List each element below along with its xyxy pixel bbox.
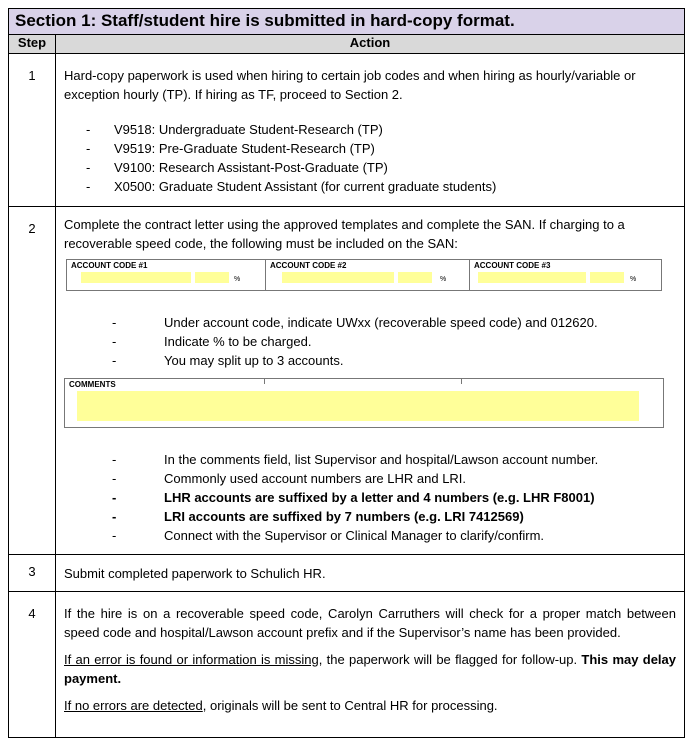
account-code-field[interactable] bbox=[478, 272, 586, 283]
percent-field[interactable] bbox=[398, 272, 432, 283]
account-instructions bbox=[64, 313, 676, 370]
account-code-label: ACCOUNT CODE #3 bbox=[474, 261, 551, 270]
error-result: , the paperwork will be flagged for follow-up. bbox=[318, 652, 578, 667]
table-row-step-1 bbox=[9, 54, 685, 207]
step-number: 3 bbox=[9, 555, 56, 592]
job-code-list bbox=[64, 120, 676, 196]
divider bbox=[461, 378, 462, 384]
action-header: Action bbox=[56, 35, 685, 54]
action-cell bbox=[56, 54, 685, 207]
account-code-label: ACCOUNT CODE #1 bbox=[71, 261, 148, 270]
list-item: - Commonly used account numbers are LHR and LRI. bbox=[112, 469, 676, 488]
comments-field[interactable] bbox=[77, 391, 639, 421]
list-item: - You may split up to 3 accounts. bbox=[112, 351, 676, 370]
account-code-label: ACCOUNT CODE #2 bbox=[270, 261, 347, 270]
percent-sign: % bbox=[234, 276, 241, 283]
list-item: - Indicate % to be charged. bbox=[112, 332, 676, 351]
step-number: 2 bbox=[9, 207, 56, 555]
divider bbox=[264, 378, 265, 384]
delay-warning: This may delay payment. bbox=[64, 652, 676, 686]
account-code-3 bbox=[470, 260, 661, 290]
list-item: - Under account code, indicate UWxx (recoverable speed code) and 012620. bbox=[112, 313, 676, 332]
step-number: 4 bbox=[9, 592, 56, 738]
account-code-field[interactable] bbox=[81, 272, 191, 283]
procedure-table bbox=[8, 8, 685, 738]
comments-instructions bbox=[64, 450, 676, 545]
step-header: Step bbox=[9, 35, 56, 54]
list-item: - V9100: Research Assistant-Post-Graduate (TP) bbox=[86, 158, 676, 177]
list-item: - Connect with the Supervisor or Clinical Manager to clarify/confirm. bbox=[112, 526, 676, 545]
list-item: - In the comments field, list Supervisor and hospital/Lawson account number. bbox=[112, 450, 676, 469]
percent-sign: % bbox=[440, 276, 447, 283]
step-number: 1 bbox=[9, 54, 56, 207]
table-row-step-4 bbox=[9, 592, 685, 738]
percent-field[interactable] bbox=[590, 272, 624, 283]
step4-error-text bbox=[64, 650, 676, 688]
list-item: - LHR accounts are suffixed by a letter and 4 numbers (e.g. LHR F8001) bbox=[112, 488, 676, 507]
list-item: - X0500: Graduate Student Assistant (for current graduate students) bbox=[86, 177, 676, 196]
list-item: - V9518: Undergraduate Student-Research (TP) bbox=[86, 120, 676, 139]
comments-form bbox=[64, 378, 664, 428]
section-title: Section 1: Staff/student hire is submitted in hard-copy format. bbox=[9, 9, 685, 35]
list-item: - V9519: Pre-Graduate Student-Research (TP) bbox=[86, 139, 676, 158]
account-code-2 bbox=[266, 260, 470, 290]
comments-label: COMMENTS bbox=[69, 380, 116, 389]
step2-text: Complete the contract letter using the approved templates and complete the SAN. If charging to a recoverable speed code, the following must be included on the SAN: bbox=[64, 217, 625, 251]
success-result: , originals will be sent to Central HR for processing. bbox=[202, 698, 498, 713]
table-row-step-3 bbox=[9, 555, 685, 592]
error-condition: If an error is found or information is missing bbox=[64, 652, 319, 667]
step4-success-text bbox=[64, 696, 676, 715]
account-code-form bbox=[66, 259, 662, 291]
percent-field[interactable] bbox=[195, 272, 229, 283]
step4-text: If the hire is on a recoverable speed code, Carolyn Carruthers will check for a proper match between speed code and hospital/Lawson account prefix and if the Supervisor’s name has been provided. bbox=[64, 606, 677, 640]
step3-text: Submit completed paperwork to Schulich HR. bbox=[64, 566, 326, 581]
success-condition: If no errors are detected bbox=[64, 698, 203, 713]
percent-sign: % bbox=[630, 276, 637, 283]
action-cell bbox=[56, 207, 685, 555]
account-code-1 bbox=[67, 260, 266, 290]
table-row-step-2 bbox=[9, 207, 685, 555]
action-cell bbox=[56, 592, 685, 738]
account-code-field[interactable] bbox=[282, 272, 394, 283]
action-cell bbox=[56, 555, 685, 592]
step1-text: Hard-copy paperwork is used when hiring to certain job codes and when hiring as hourly/variable or exception hourly (TP). If hiring as TF, proceed to Section 2. bbox=[64, 68, 636, 102]
list-item: - LRI accounts are suffixed by 7 numbers (e.g. LRI 7412569) bbox=[112, 507, 676, 526]
